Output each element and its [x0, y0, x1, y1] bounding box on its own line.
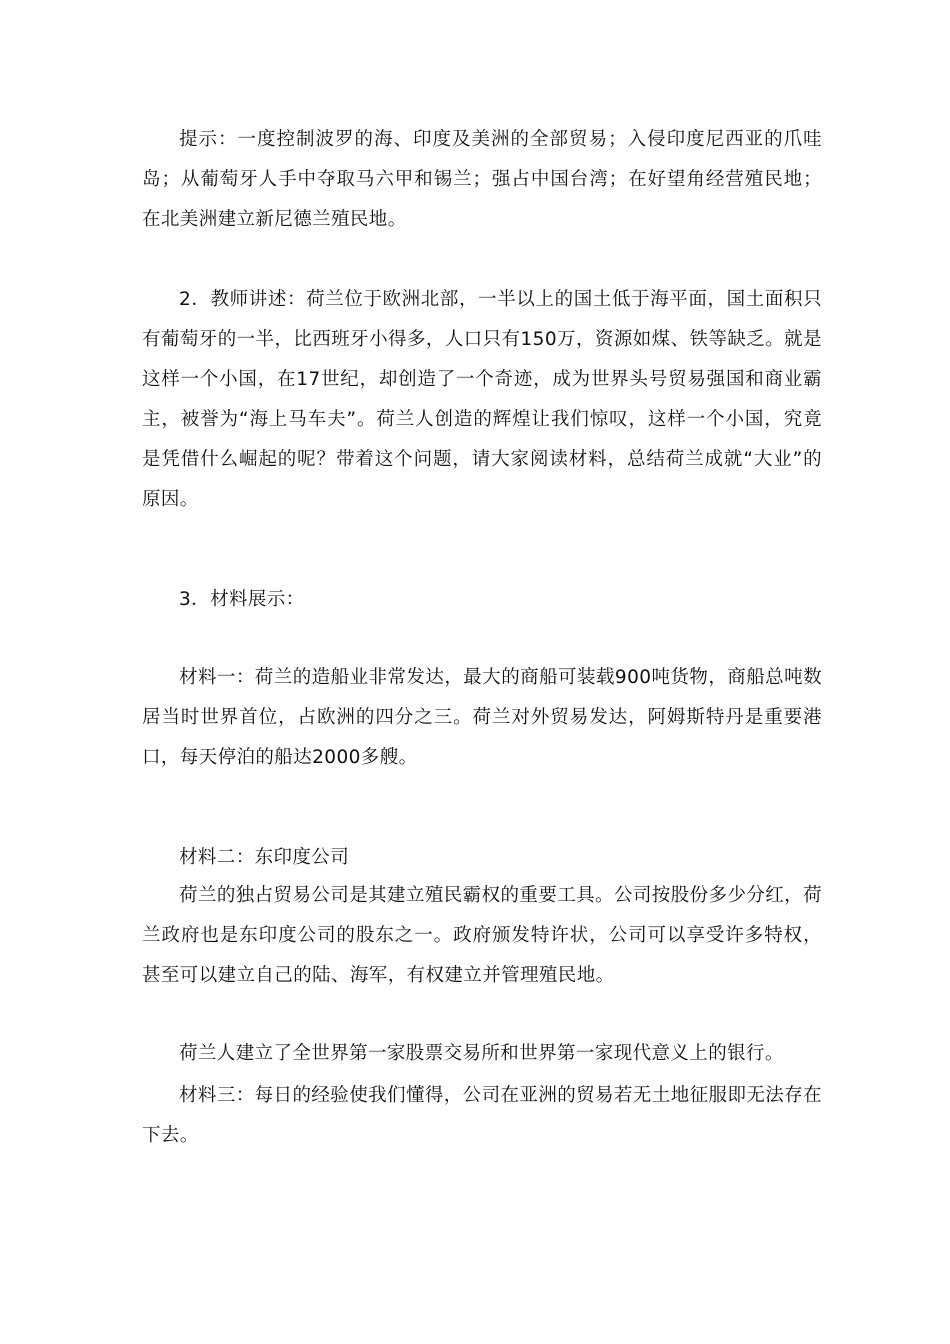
material-one-paragraph: 材料一：荷兰的造船业非常发达，最大的商船可装载900吨货物，商船总吨数居当时世界首位，占欧洲的四分之三。荷兰对外贸易发达，阿姆斯特丹是重要港口，每天停泊的船达2000多艘。	[142, 667, 822, 768]
material-three-paragraph: 材料三：每日的经验使我们懂得，公司在亚洲的贸易若无土地征服即无法存在下去。	[142, 1085, 822, 1146]
teacher-narration-paragraph: 2．教师讲述：荷兰位于欧洲北部，一半以上的国土低于海平面，国土面积只有葡萄牙的一半，比西班牙小得多，人口只有150万，资源如煤、铁等缺乏。就是这样一个小国，在17世纪，却创造了一个奇迹，成为世界头号贸易强国和商业霸主，被誉为“海上马车夫”。荷兰人创造的辉煌让我们惊叹，这样一个小国，究竟是凭借什么崛起的呢？带着这个问题，请大家阅读材料，总结荷兰成就“大业”的原因。	[142, 289, 822, 510]
material-two-heading: 材料二：东印度公司	[179, 847, 350, 868]
stock-exchange-paragraph: 荷兰人建立了全世界第一家股票交易所和世界第一家现代意义上的银行。	[179, 1043, 784, 1064]
hint-paragraph: 提示：一度控制波罗的海、印度及美洲的全部贸易；入侵印度尼西亚的爪哇岛；从葡萄牙人手中夺取马六甲和锡兰；强占中国台湾；在好望角经营殖民地；在北美洲建立新尼德兰殖民地。	[142, 129, 822, 230]
material-display-heading: 3．材料展示：	[179, 589, 305, 610]
material-two-paragraph: 荷兰的独占贸易公司是其建立殖民霸权的重要工具。公司按股份多少分红，荷兰政府也是东印度公司的股东之一。政府颁发特许状，公司可以享受许多特权，甚至可以建立自己的陆、海军，有权建立并管理殖民地。	[142, 885, 822, 986]
